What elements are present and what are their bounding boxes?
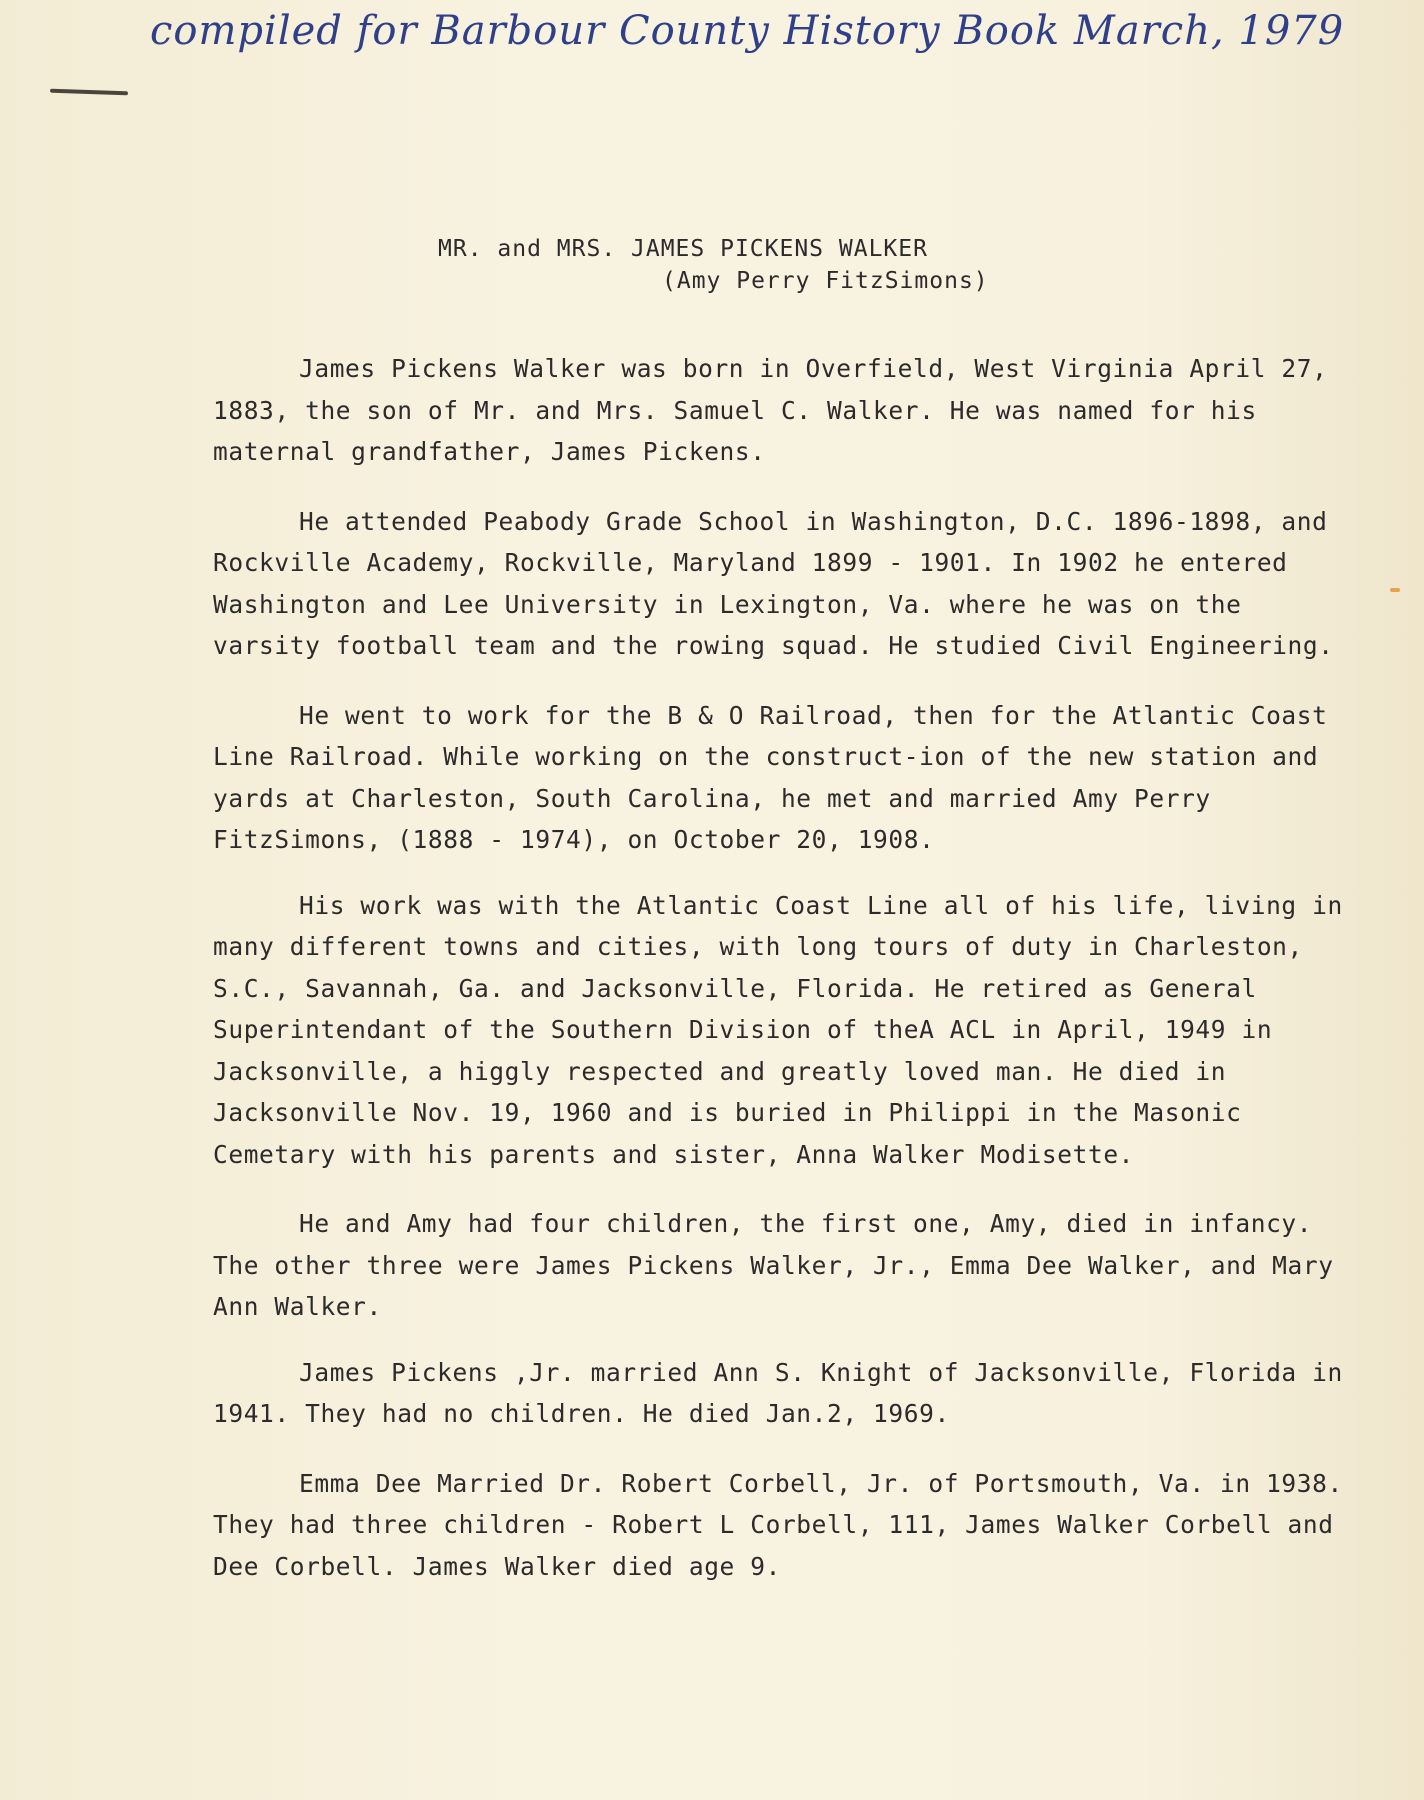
paragraph-education: He attended Peabody Grade School in Washington, D.C. 1896-1898, and Rockville Academy, Rockville, Maryland 1899 - 1901. In 1902 he entered Washington and Lee University in Lexington, Va. where he was on the varsity football team and the rowing squad. He studied Civil Engineering.: [213, 506, 1334, 660]
paragraph-birth: James Pickens Walker was born in Overfield, West Virginia April 27, 1883, the son of Mr. and Mrs. Samuel C. Walker. He was named for his maternal grandfather, James Pickens.: [213, 354, 1328, 466]
paragraph-children: He and Amy had four children, the first one, Amy, died in infancy. The other three were James Pickens Walker, Jr., Emma Dee Walker, and Mary Ann Walker.: [213, 1209, 1334, 1321]
handwritten-note: compiled for Barbour County History Book March, 1979: [150, 8, 1345, 54]
paragraph-career-start: He went to work for the B & O Railroad, then for the Atlantic Coast Line Railroad. While working on the construct-ion of the new station and yards at Charleston, South Carolina, he met and married Amy Perry FitzSimons, (1888 - 1974), on October 20, 1908.: [213, 700, 1328, 854]
paragraph-emma-dee: Emma Dee Married Dr. Robert Corbell, Jr. of Portsmouth, Va. in 1938. They had three children - Robert L Corbell, 111, James Walker Corbell and Dee Corbell. James Walker died age 9.: [213, 1468, 1343, 1581]
document-subtitle: (Amy Perry FitzSimons): [662, 268, 989, 294]
staple-mark: [50, 89, 128, 96]
paper-mark: [1390, 588, 1400, 592]
document-body: [213, 348, 1353, 1615]
paragraph-james-jr: James Pickens ,Jr. married Ann S. Knight of Jacksonville, Florida in 1941. They had no children. He died Jan.2, 1969.: [213, 1357, 1343, 1428]
document-title: MR. and MRS. JAMES PICKENS WALKER: [438, 236, 928, 262]
paragraph-career: His work was with the Atlantic Coast Line all of his life, living in many different towns and cities, with long tours of duty in Charleston, S.C., Savannah, Ga. and Jacksonville, Florida. He retired as General Superintendant of the Southern Division of theA ACL in April, 1949 in Jacksonville, a higgly respected and greatly loved man. He died in Jacksonville Nov. 19, 1960 and is buried in Philippi in the Masonic Cemetary with his parents and sister, Anna Walker Modisette.: [213, 890, 1343, 1169]
